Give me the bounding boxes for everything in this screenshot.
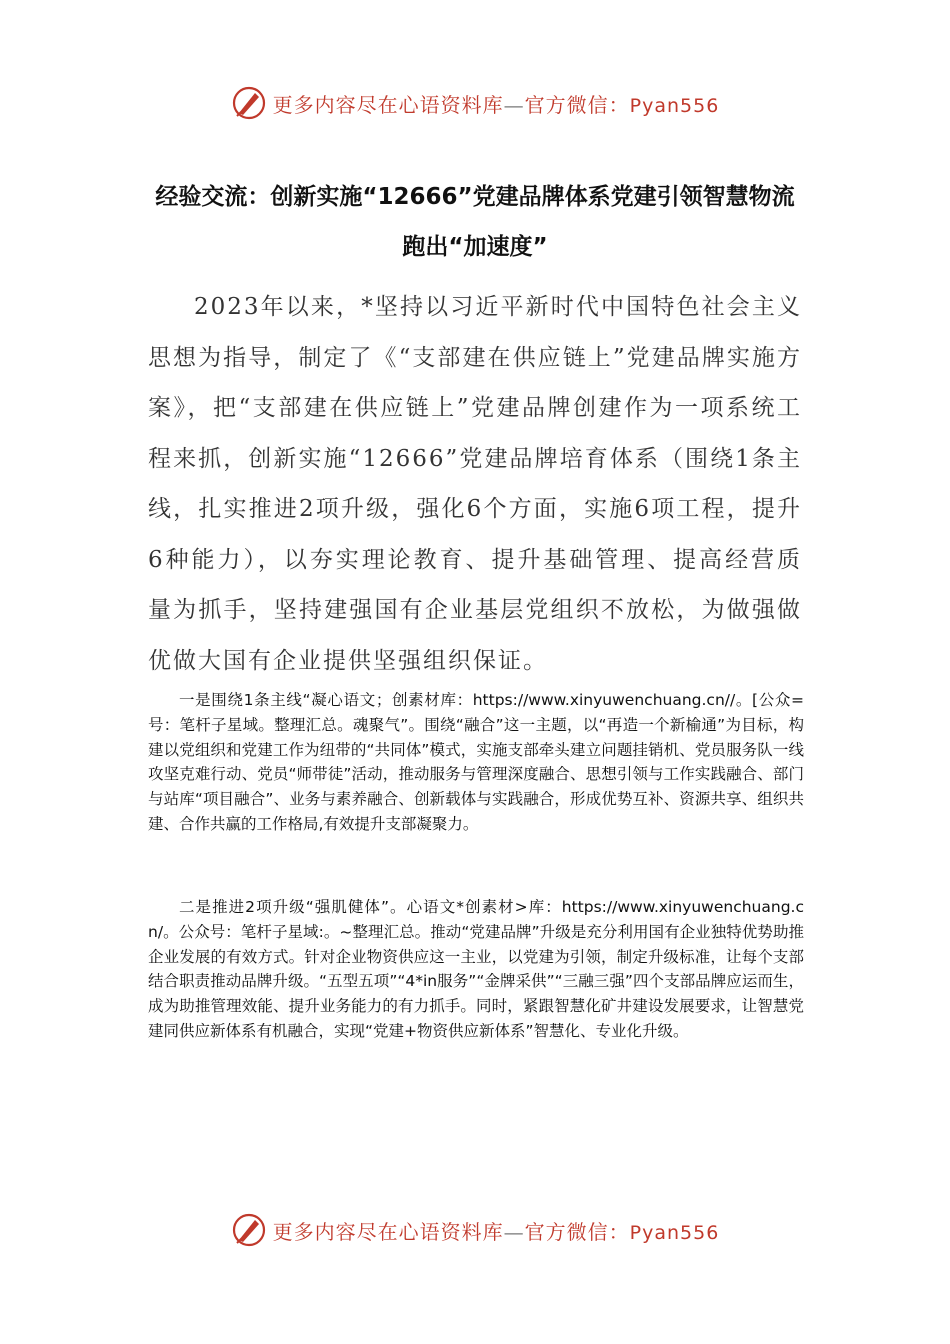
- document-title: 经验交流：创新实施“12666”党建品牌体系党建引领智慧物流跑出“加速度”: [155, 184, 795, 260]
- banner-brand: 更多内容尽在心语资料库: [272, 92, 504, 117]
- banner-text: [273, 1216, 720, 1245]
- banner-wechat-label: 官方微信：: [524, 92, 630, 117]
- banner-wechat-id: Pyan556: [629, 94, 720, 117]
- quill-logo-icon: [231, 1212, 267, 1248]
- quill-logo-icon: [231, 85, 267, 121]
- banner-wechat-id: Pyan556: [629, 1221, 720, 1244]
- paragraph-upgrades: 二是推进2项升级“强肌健体”。心语文*创素材>库：https://www.xinyuwenchuang.cn/。公众号：笔杆子星域:。~整理汇总。推动“党建品牌”升级是充分利用国有企业独特优势助推企业发展的有效方式。针对企业物资供应这一主业，以党建为引领，制定升级标准，让每个支部结合职责推动品牌升级。“五型五项”“4*in服务”“金牌采供”“三融三强”四个支部品牌应运而生，成为助推管理效能、提升业务能力的有力抓手。同时，紧跟智慧化矿井建设发展要求，让智慧党建同供应新体系有机融合，实现“党建+物资供应新体系”智慧化、专业化升级。: [148, 898, 804, 1040]
- banner-separator: —: [503, 92, 525, 117]
- paragraph-main-line: 一是围绕1条主线“凝心语文；创素材库：https://www.xinyuwenchuang.cn//。[公众=号：笔杆子星域。整理汇总。魂聚气”。围绕“融合”这一主题，以“再造一个新榆通”为目标，构建以党组织和党建工作为纽带的“共同体”模式，实施支部牵头建立问题挂销机、党员服务队一线攻坚克难行动、党员“师带徒”活动，推动服务与管理深度融合、思想引领与工作实践融合、部门与站库“项目融合”、业务与素养融合、创新载体与实践融合，形成优势互补、资源共享、组织共建、合作共赢的工作格局,有效提升支部凝聚力。: [148, 691, 804, 833]
- banner-separator: —: [503, 1219, 525, 1244]
- intro-paragraph: 2023年以来，*坚持以习近平新时代中国特色社会主义思想为指导，制定了《“支部建在供应链上”党建品牌实施方案》，把“支部建在供应链上”党建品牌创建作为一项系统工程来抓，创新实施“12666”党建品牌培育体系（围绕1条主线，扎实推进2项升级，强化6个方面，实施6项工程，提升6种能力），以夯实理论教育、提升基础管理、提高经营质量为抓手，坚持建强国有企业基层党组织不放松，为做强做优做大国有企业提供坚强组织保证。: [148, 294, 802, 674]
- banner-brand: 更多内容尽在心语资料库: [272, 1219, 504, 1244]
- header-watermark-banner: [0, 83, 950, 123]
- banner-text: [273, 89, 720, 118]
- footer-watermark-banner: [0, 1210, 950, 1250]
- banner-wechat-label: 官方微信：: [524, 1219, 630, 1244]
